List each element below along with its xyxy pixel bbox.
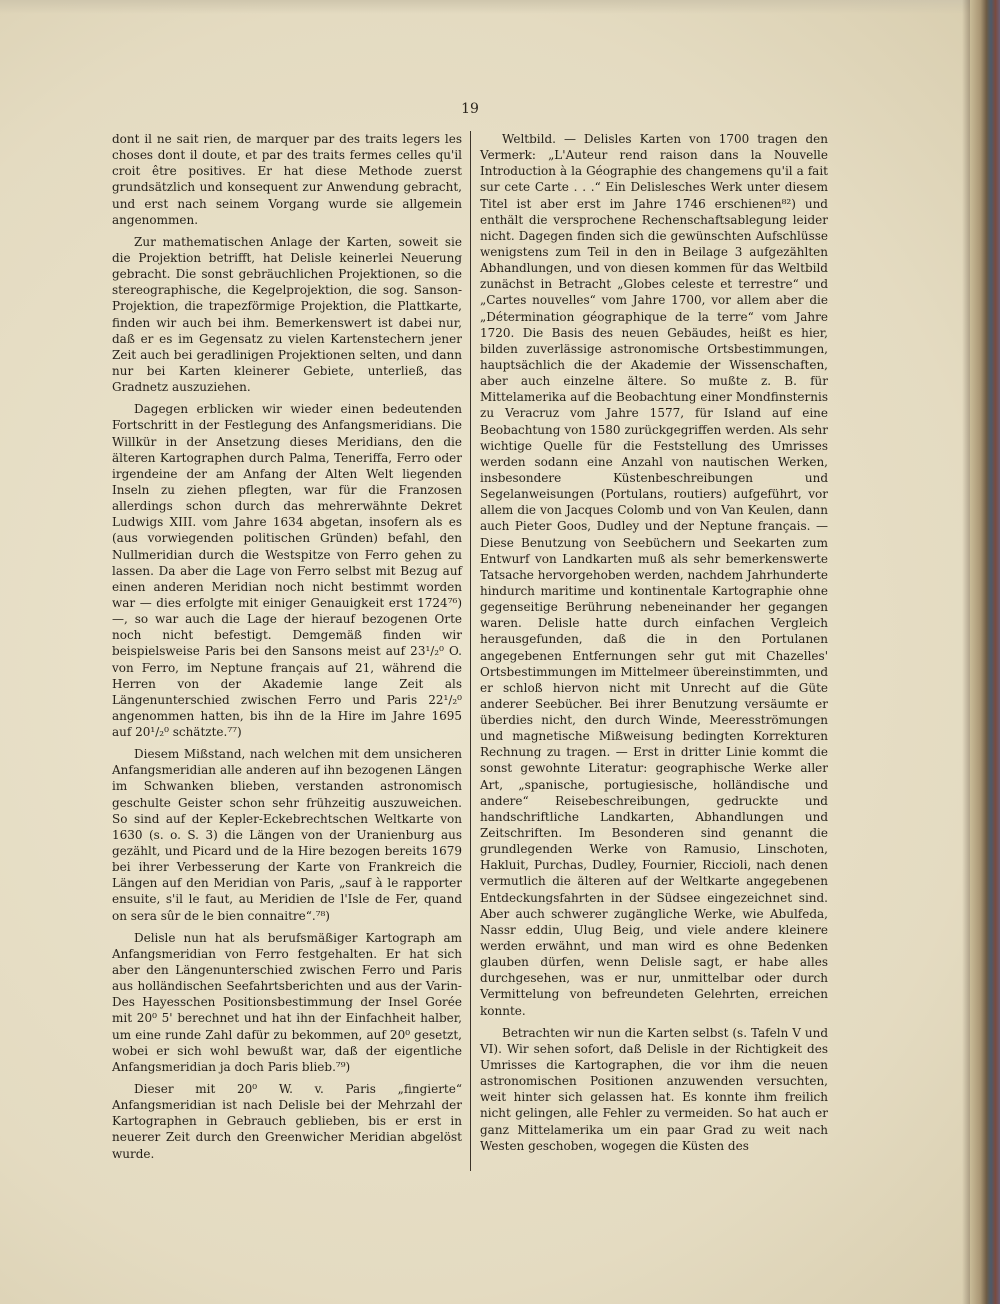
paragraph: Betrachten wir nun die Karten selbst (s. Tafeln V und VI). Wir sehen sofort, daß Delisle in der Richtigkeit des Umrisses die Kartographen, die vor ihm die neuen astronomischen Positionen anzuwenden versuchten, weit hinter sich gelassen hat. Es konnte ihm freilich nicht gelingen, alle Fehler zu vermeiden. So hat auch er ganz Mittelamerika um ein paar Grad zu weit nach Westen geschoben, wogegen die Küsten des [480, 1025, 828, 1153]
page-number: 19 [461, 101, 479, 117]
paragraph: Dieser mit 20⁰ W. v. Paris „fingierte“ Anfangsmeridian ist nach Delisle bei der Mehrzahl der Kartographen in Gebrauch geblieben, bis er erst in neuerer Zeit durch den Greenwicher Meridian abgelöst wurde. [112, 1082, 462, 1161]
paragraph: Zur mathematischen Anlage der Karten, soweit sie die Projektion betrifft, hat Delisle keinerlei Neuerung gebracht. Die sonst gebräuchlichen Projektionen, so die stereographische, die Kegelprojektion, die sog. Sanson-Projektion, die trapezförmige Projektion, die Plattkarte, finden wir auch bei ihm. Bemerkenswert ist dabei nur, daß er es im Gegensatz zu vielen Kartenstechern jener Zeit auch bei geradlinigen Projektionen selten, und dann nur bei Karten kleinerer Gebiete, unterließ, das Gradnetz auszuziehen. [112, 234, 462, 395]
paragraph: dont il ne sait rien, de marquer par des traits legers les choses dont il doute, et par des traits fermes celles qu'il croit être positives. Er hat diese Methode zuerst grundsätzlich und konsequent zur Anwendung gebracht, und erst nach seinem Vorgang wurde sie allgemein angenommen. [112, 132, 462, 227]
paragraph: Dagegen erblicken wir wieder einen bedeutenden Fortschritt in der Festlegung des Anfangsmeridians. Die Willkür in der Ansetzung dieses Meridians, den die älteren Kartographen durch Palma, Teneriffa, Ferro oder irgendeine der am Anfang der Alten Welt liegenden Inseln zu ziehen pflegten, war für die Franzosen allerdings schon durch das mehrerwähnte Dekret Ludwigs XIII. vom Jahre 1634 abgetan, insofern als es (aus vorwiegenden politischen Gründen) befahl, den Nullmeridian durch die Westspitze von Ferro gehen zu lassen. Da aber die Lage von Ferro selbst mit Bezug auf einen anderen Meridian noch nicht bestimmt worden war — dies erfolgte mit einiger Genauigkeit erst 1724⁷⁶) —, so war auch die Lage der hierauf bezogenen Orte noch nicht befestigt. Demgemäß finden wir beispielsweise Paris bei den Sansons meist auf 23¹/₂⁰ O. von Ferro, im Neptune français auf 21, während die Herren von der Akademie lange Zeit als Längenunterschied zwischen Ferro und Paris 22¹/₂⁰ angenommen hatten, bis ihn de la Hire im Jahre 1695 auf 20¹/₂⁰ schätzte.⁷⁷) [112, 402, 462, 740]
paragraph: Weltbild. — Delisles Karten von 1700 tragen den Vermerk: „L'Auteur rend raison dans la Nouvelle Introduction à la Géographie des changemens qu'il a fait sur cete Carte . . .“ Ein Delislesches Werk unter diesem Titel ist aber erst im Jahre 1746 erschienen⁸²) und enthält die versprochene Rechenschaftsablegung leider nicht. Dagegen finden sich die gewünschten Aufschlüsse wenigstens zum Teil in den in Beilage 3 aufgezählten Abhandlungen, und von diesen kommen für das Weltbild zunächst in Betracht „Globes celeste et terrestre“ und „Cartes nouvelles“ vom Jahre 1700, vor allem aber die „Détermination géographique de la terre“ vom Jahre 1720. Die Basis des neuen Gebäudes, heißt es hier, bilden zuverlässige astronomische Ortsbestimmungen, hauptsächlich die der Akademie der Wissenschaften, aber auch einzelne ältere. So mußte z. B. für Mittelamerika auf die Beobachtung einer Mondfinsternis zu Veracruz vom Jahre 1577, für Island auf eine Beobachtung von 1580 zurückgegriffen werden. Als sehr wichtige Quelle für die Feststellung des Umrisses werden sodann eine Anzahl von nautischen Werken, insbesondere Küstenbeschreibungen und Segelanweisungen (Portulans, routiers) aufgeführt, vor allem die von Jacques Colomb und von Van Keulen, dann auch Pieter Goos, Dudley und der Neptune français. — Diese Benutzung von Seebüchern und Seekarten zum Entwurf von Landkarten muß als sehr bemerkenswerte Tatsache hervorgehoben werden, nachdem Jahrhunderte hindurch maritime und kontinentale Kartographie ohne gegenseitige Berührung nebeneinander her gegangen waren. Delisle hatte durch einfachen Vergleich herausgefunden, daß die in den Portulanen angegebenen Entfernungen sehr gut mit Chazelles' Ortsbestimmungen im Mittelmeer übereinstimmten, und er schloß hiervon nicht mit Unrecht auf die Güte anderer Seebücher. Bei ihrer Benutzung versäumte er überdies nicht, den durch Winde, Meeresströmungen und magnetische Mißweisung bedingten Korrekturen Rechnung zu tragen. — Erst in dritter Linie kommt die sonst gewohnte Literatur: geographische Werke aller Art, „spanische, portugiesische, holländische und andere“ Reisebeschreibungen, gedruckte und handschriftliche Landkarten, Abhandlungen und Zeitschriften. Im Besonderen sind genannt die grundlegenden Werke von Ramusio, Linschoten, Hakluit, Purchas, Dudley, Fournier, Riccioli, nach denen vermutlich die älteren auf der Weltkarte angegebenen Entdeckungsfahrten in der Südsee eingezeichnet sind. Aber auch schwerer zugängliche Werke, wie Abulfeda, Nassr eddin, Ulug Beig, und viele andere kleinere werden erwähnt, und man wird es ohne Bedenken glauben dürfen, wenn Delisle sagt, er habe alles durchgesehen, was er nur, unmittelbar oder durch Vermittelung von befreundeten Gelehrten, erreichen konnte. [480, 132, 828, 1018]
binding-shadow [962, 0, 970, 1304]
book-binding-edge [970, 0, 1000, 1304]
page-top-edge [0, 0, 1000, 14]
column-divider [470, 131, 471, 1171]
paragraph: Diesem Mißstand, nach welchen mit dem unsicheren Anfangsmeridian alle anderen auf ihn bezogenen Längen im Schwanken blieben, verstanden astronomisch geschulte Geister schon sehr frühzeitig auszuweichen. So sind auf der Kepler-Eckebrechtschen Weltkarte von 1630 (s. o. S. 3) die Längen von der Uranienburg aus gezählt, und Picard und de la Hire bezogen bereits 1679 bei ihrer Verbesserung der Karte von Frankreich die Längen auf den Meridian von Paris, „sauf à le rapporter ensuite, s'il le faut, au Meridien de l'Isle de Fer, quand on sera sûr de le bien connaitre“.⁷⁸) [112, 747, 462, 923]
right-text-column [480, 131, 828, 1154]
left-text-column [112, 131, 462, 1162]
paragraph: Delisle nun hat als berufsmäßiger Kartograph am Anfangsmeridian von Ferro festgehalten. Er hat sich aber den Längenunterschied zwischen Ferro und Paris aus holländischen Seefahrtsberichten und aus der Varin-Des Hayesschen Positionsbestimmung der Insel Gorée mit 20⁰ 5' berechnet und hat ihn der Einfachheit halber, um eine runde Zahl dafür zu bekommen, auf 20⁰ gesetzt, wobei er sich wohl bewußt war, daß der eigentliche Anfangsmeridian ja doch Paris blieb.⁷⁹) [112, 930, 462, 1074]
